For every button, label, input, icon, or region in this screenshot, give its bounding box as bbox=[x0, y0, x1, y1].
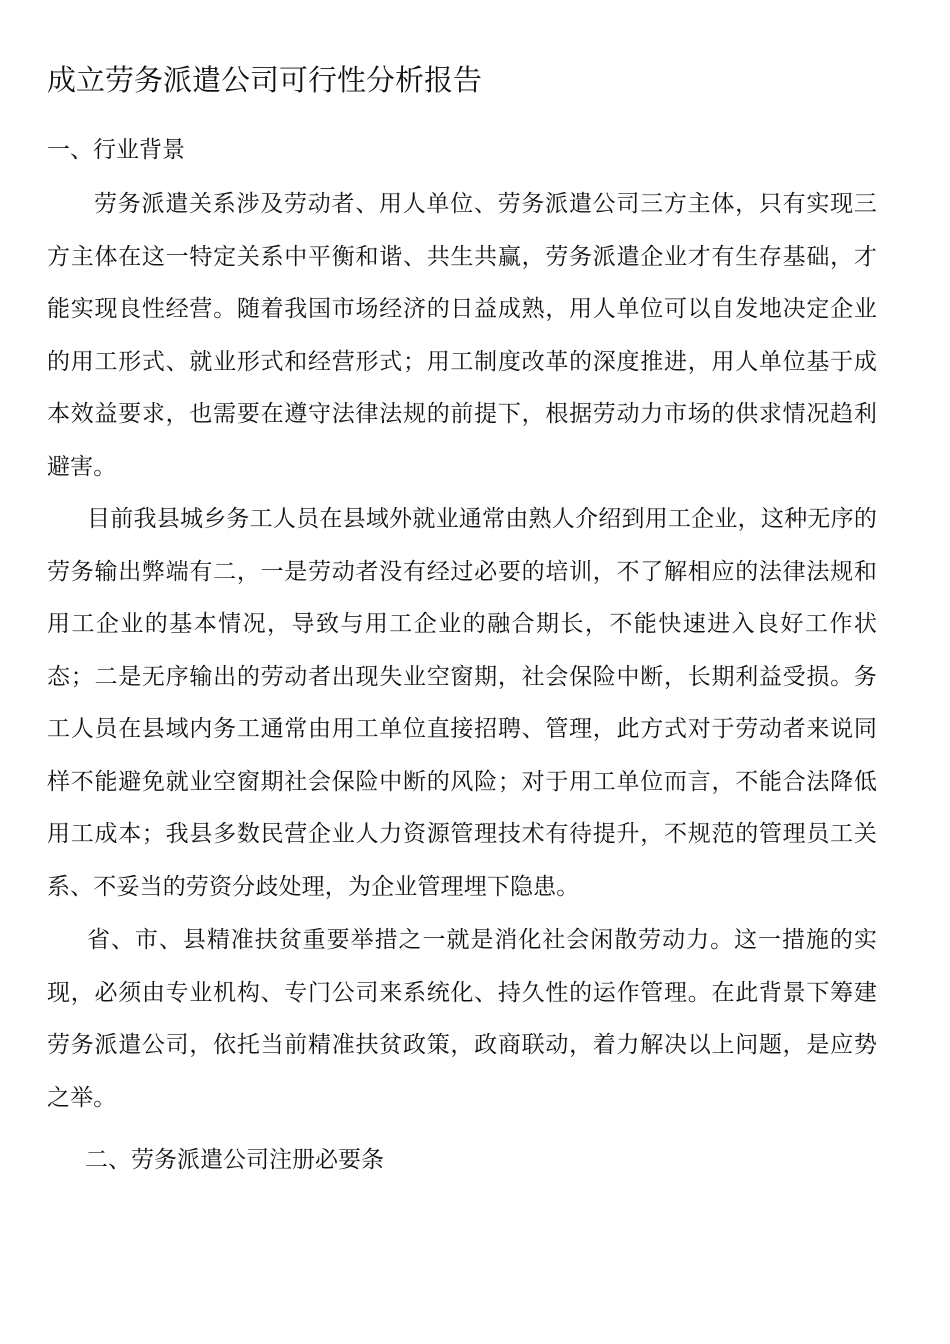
paragraph-dispatch-relationship: 劳务派遣关系涉及劳动者、用人单位、劳务派遣公司三方主体，只有实现三方主体在这一特定关系中平衡和谐、共生共赢，劳务派遣企业才有生存基础，才能实现良性经营。随着我国市场经济的日益成熟，用人单位可以自发地决定企业的用工形式、就业形式和经营形式；用工制度改革的深度推进，用人单位基于成本效益要求，也需要在遵守法律法规的前提下，根据劳动力市场的供求情况趋利避害。 bbox=[47, 191, 877, 480]
paragraph-poverty-alleviation: 省、市、县精准扶贫重要举措之一就是消化社会闲散劳动力。这一措施的实现，必须由专业机构、专门公司来系统化、持久性的运作管理。在此背景下筹建劳务派遣公司，依托当前精准扶贫政策，政商联动，着力解决以上问题，是应势之举。 bbox=[47, 927, 877, 1111]
document-title: 成立劳务派遣公司可行性分析报告 bbox=[47, 63, 483, 97]
paragraph-current-labor-situation: 目前我县城乡务工人员在县域外就业通常由熟人介绍到用工企业，这种无序的劳务输出弊端有二，一是劳动者没有经过必要的培训，不了解相应的法律法规和用工企业的基本情况，导致与用工企业的融合期长，不能快速进入良好工作状态；二是无序输出的劳动者出现失业空窗期，社会保险中断，长期利益受损。务工人员在县域内务工通常由用工单位直接招聘、管理，此方式对于劳动者来说同样不能避免就业空窗期社会保险中断的风险；对于用工单位而言，不能合法降低用工成本；我县多数民营企业人力资源管理技术有待提升，不规范的管理员工关系、不妥当的劳资分歧处理，为企业管理埋下隐患。 bbox=[47, 506, 877, 900]
section-heading-registration-conditions: 二、劳务派遣公司注册必要条 bbox=[85, 1147, 384, 1173]
section-heading-industry-background: 一、行业背景 bbox=[47, 137, 185, 163]
